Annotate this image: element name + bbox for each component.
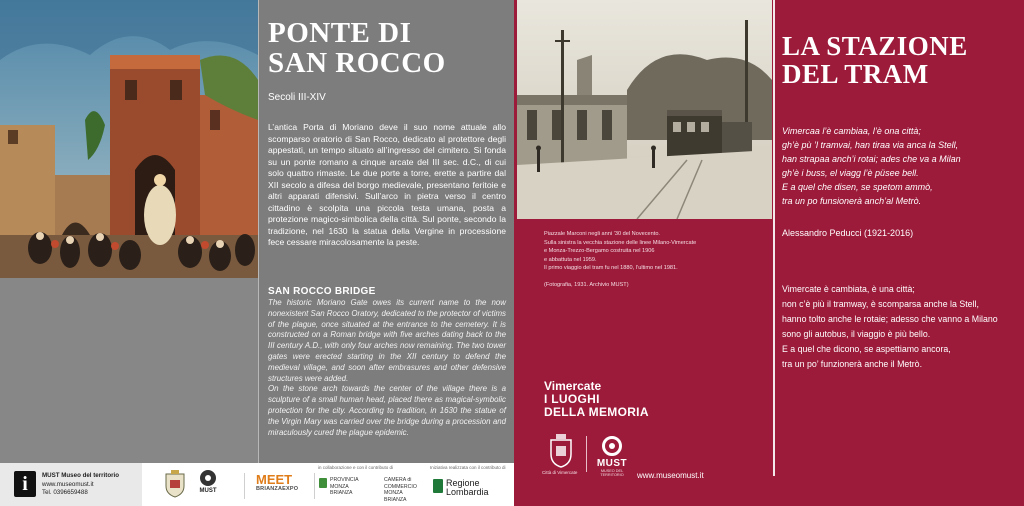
bridge-painting: [0, 0, 258, 278]
caption-line: Piazzale Marconi negli anni ’30 del Novecento.: [544, 231, 660, 237]
panel-stazione-del-tram: [514, 0, 1024, 506]
partner-note: Iniziativa realizzata con il contributo di: [430, 465, 506, 470]
poem-line: E a quel che disen, se spetom ammò,: [782, 182, 933, 192]
poem-line: tra un po’ funzionerà anche il Metrò.: [782, 359, 923, 369]
regione-line-2: Lombardia: [446, 487, 489, 497]
tram-photo: [517, 0, 772, 219]
regione-lombardia-logo: [446, 479, 489, 497]
camera-commercio-logo: CAMERA di COMMERCIO MONZA BRIANZA: [384, 477, 417, 503]
caption-line: e abbattuta nel 1959.: [544, 256, 597, 263]
museum-info: [0, 463, 142, 506]
must-logo: [195, 470, 221, 494]
poem-line: Vimercaa l’è cambiaa, l’è ona città;: [782, 126, 921, 136]
italian-description: L’antica Porta di Moriano deve il suo nome attuale allo scomparso oratorio di San Rocco, dedicato al protettore degli appestati, un tempo situato all’ingresso del cimitero. Si fonda su un ponte romano a cinque arcate del III sec. d.C., di cui solo quattro rimaste. Le due porte a torre, erette a partire dal XII secolo a difesa del borgo medievale, presentano feritoie e altri apparati difensivi. Sull’arco in pietra verso il centro cittadino è scolpita una piccola testa umana, posta a protezione magico-simbolica della città. Sul ponte, secondo la tradizione, nel 1630 la statua della Vergine in processione fece cessare miracolosamente la peste.: [268, 122, 506, 247]
crest-label: Città di Vimercate: [542, 470, 578, 475]
must-circle-icon: [200, 470, 216, 486]
painting-image: [0, 0, 258, 278]
divider: [586, 436, 587, 472]
divider: [314, 473, 315, 499]
series-line-1: Vimercate: [544, 379, 602, 393]
poem-line: tra un po funsionerà anch’al Metrò.: [782, 196, 922, 206]
divider: [258, 0, 259, 463]
title-line-2: SAN ROCCO: [268, 47, 446, 79]
poem-line: sono gli autobus, il viaggio è più bello.: [782, 329, 931, 339]
tram-station-photo: [517, 0, 772, 219]
must-logo-label: MUST: [596, 458, 628, 469]
period-subtitle: Secoli III-XIV: [268, 92, 326, 103]
gray-filler: [0, 278, 258, 463]
meet-subtitle: BRIANZAEXPO: [256, 486, 299, 492]
city-crest-icon: [164, 470, 186, 498]
page-title: [782, 32, 1018, 88]
info-icon: i: [14, 471, 36, 497]
poem-line: hanno tolto anche le rotaie; adesso che vanno a Milano: [782, 314, 998, 324]
museum-url: www.museomust.it: [42, 480, 94, 488]
english-paragraph-2: On the stone arch towards the center of the village there is a sculpture of a small human head, placed there as magical-symbolic protection for the city. According to tradition, in 1630 the statue of the Virgin Mary was carried over the bridge during a procession and miraculously cured the plague epidemic.: [268, 384, 506, 437]
series-title: [544, 380, 649, 419]
divider: [244, 473, 245, 499]
must-circle-icon: [602, 436, 622, 456]
museum-name: MUST Museo del territorio: [42, 472, 120, 479]
poem-line: Vimercate è cambiata, è una città;: [782, 284, 915, 294]
photo-caption: [544, 230, 744, 289]
poem-line: E a quel che dicono, se aspettiamo ancora,: [782, 344, 951, 354]
caption-line: Il primo viaggio del tram fu nel 1880, l’ultimo nel 1981.: [544, 265, 678, 271]
meet-logo: [256, 473, 308, 492]
lombardia-icon: [433, 479, 443, 493]
poem-line: gh’è pù ’l tramvai, han tiraa via anca la Stell,: [782, 140, 959, 150]
english-heading: SAN ROCCO BRIDGE: [268, 286, 376, 297]
title-line-1: LA STAZIONE: [782, 31, 968, 61]
must-logo: [592, 436, 632, 477]
caption-credit: (Fotografia, 1931. Archivio MUST): [544, 281, 629, 288]
page-title: [268, 18, 508, 78]
poem-author: Alessandro Peducci (1921-2016): [782, 228, 914, 238]
city-crest-icon: [548, 434, 574, 468]
meet-title: MEET: [256, 472, 293, 487]
collaboration-note: in collaborazione e con il contributo di: [318, 465, 394, 470]
museum-url[interactable]: www.museomust.it: [637, 471, 704, 480]
poem-line: han strapaa anch’i rotai; ades che va a Milan: [782, 154, 961, 164]
title-line-2: DEL TRAM: [782, 59, 929, 89]
sponsor-footer: [0, 463, 514, 506]
poem-italian: [782, 282, 1018, 372]
poem-dialect: [782, 124, 1018, 208]
series-line-2: I LUOGHI: [544, 392, 600, 406]
caption-line: e Monza-Trezzo-Bergamo costruita nel 1906: [544, 248, 655, 254]
caption-line: Sulla sinistra la vecchia stazione delle linee Milano-Vimercate: [544, 239, 697, 246]
must-logo-subtitle: MUSEO DEL TERRITORIO: [600, 469, 624, 477]
museum-phone: Tel. 0396659488: [42, 489, 88, 496]
poem-line: gh’è i buss, el viagg l’è püsee bell.: [782, 168, 919, 178]
must-logo-label: MUST: [199, 488, 217, 494]
english-description: [268, 298, 506, 438]
provincia-logo: PROVINCIA MONZA BRIANZA: [330, 477, 368, 497]
poem-line: non c’è più il tramway, è scomparsa anche la Stell,: [782, 299, 979, 309]
ponte-text-column: [258, 0, 514, 463]
divider: [773, 0, 775, 476]
title-line-1: PONTE DI: [268, 17, 412, 49]
english-paragraph-1: The historic Moriano Gate owes its current name to the now nonexistent San Rocco Oratory, dedicated to the protector of victims of the plague, once situated at the entrance to the cemetery. It is constructed on a Roman bridge with five arches dating back to the III century A.D., with only four arches now remaining. The two tower gates were erected starting in the XII century to defend the medieval village, and soon after embrasures and other defensive structures were added.: [268, 298, 507, 383]
regione-line-1: Regione: [446, 478, 480, 488]
series-line-3: DELLA MEMORIA: [544, 405, 649, 419]
